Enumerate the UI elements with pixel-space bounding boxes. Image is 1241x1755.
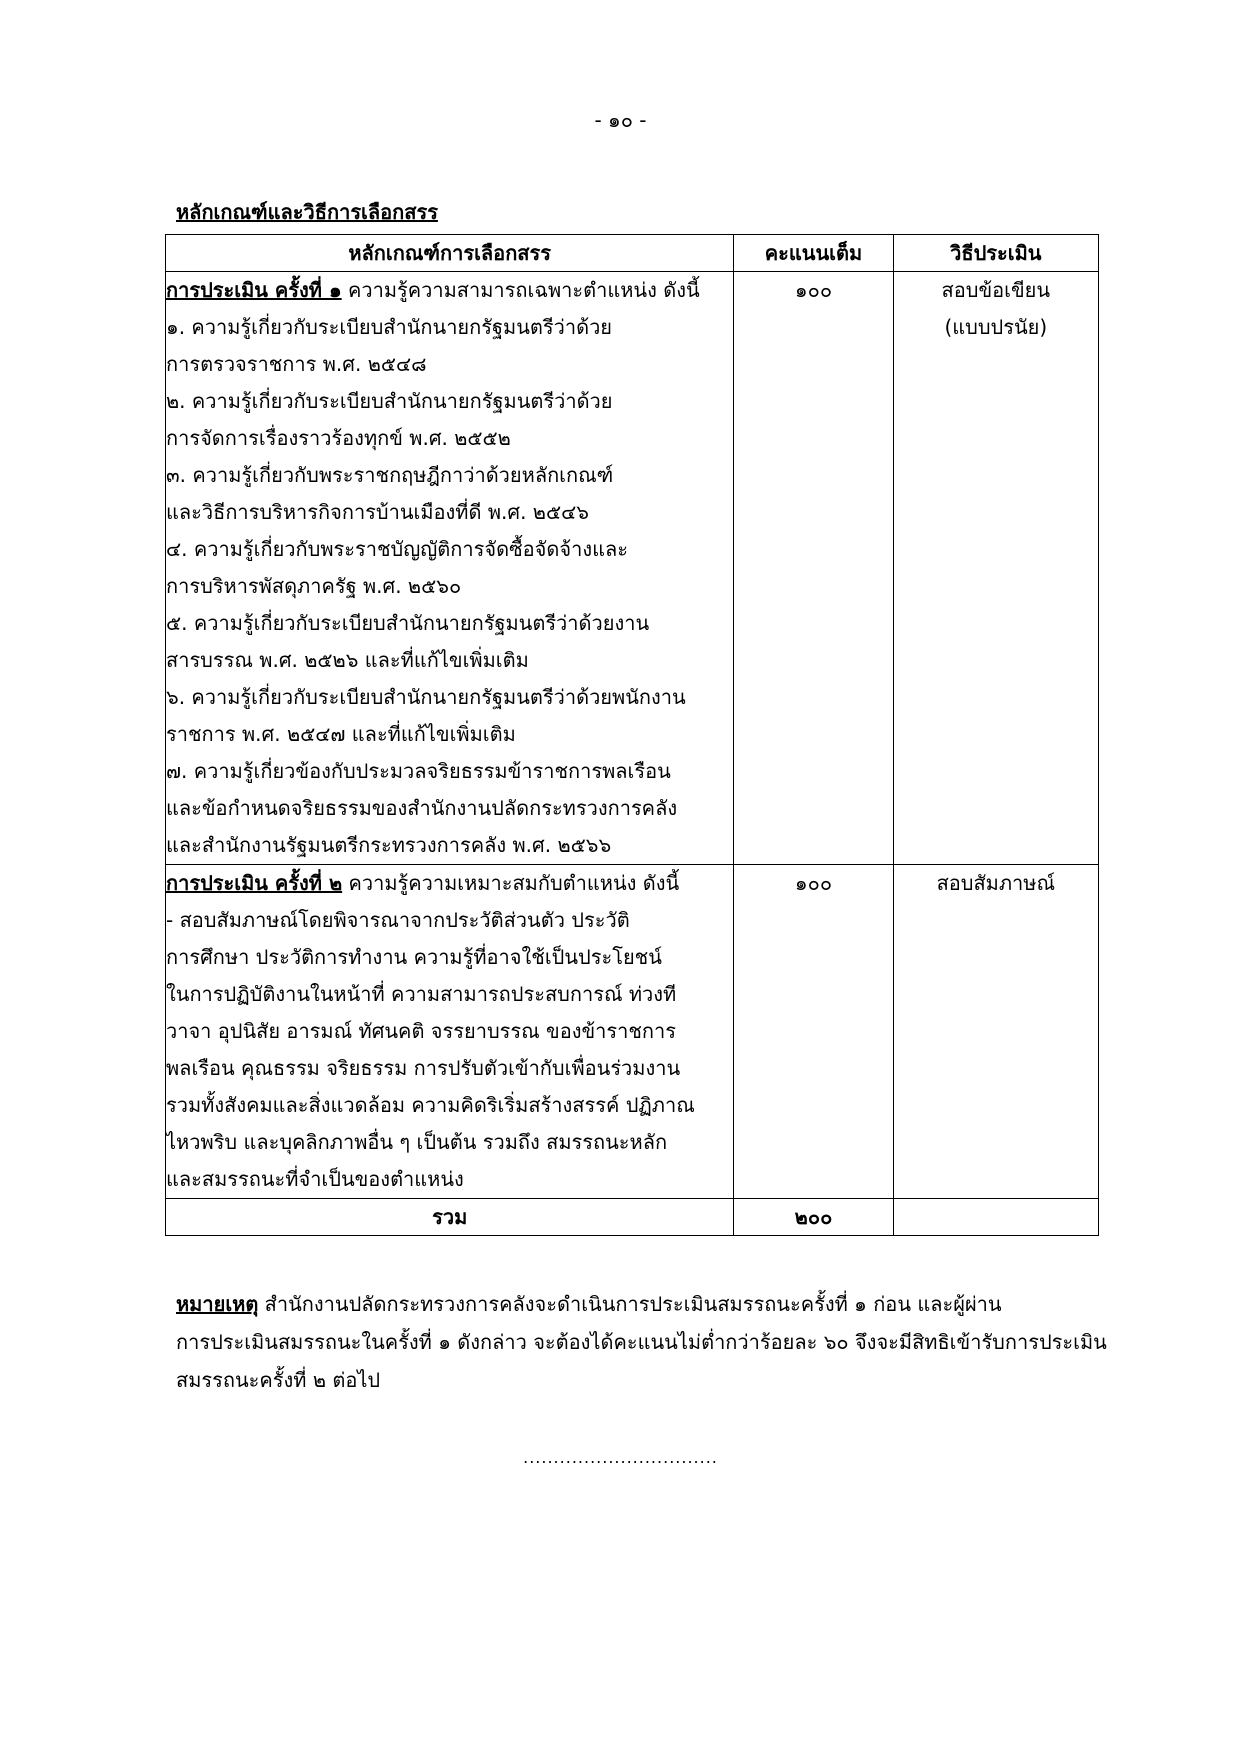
total-row: [166, 1199, 1099, 1236]
end-marker: ................................: [523, 1448, 718, 1467]
criteria-line: ไหวพริบ และบุคลิกภาพอื่น ๆ เป็นต้น รวมถึง สมรรถนะหลัก: [166, 1130, 668, 1154]
score-cell-round-1: [734, 272, 893, 865]
method-value: สอบสัมภาษณ์: [936, 871, 1056, 895]
criteria-lead-line: [166, 865, 733, 902]
header-method: วิธีประเมิน: [893, 235, 1098, 272]
criteria-line: การจัดการเรื่องราวร้องทุกข์ พ.ศ. ๒๕๕๒: [166, 426, 511, 450]
criteria-cell-round-1: [166, 272, 734, 865]
section-title: หลักเกณฑ์และวิธีการเลือกสรร: [176, 200, 438, 224]
method-cell-round-1: [893, 272, 1098, 865]
note-line: [176, 1285, 1112, 1323]
criteria-line: รวมทั้งสังคมและสิ่งแวดล้อม ความคิดริเริ่มสร้างสรรค์ ปฏิภาณ: [166, 1093, 695, 1117]
criteria-line: ราชการ พ.ศ. ๒๕๔๗ และที่แก้ไขเพิ่มเติม: [166, 722, 516, 746]
header-criteria: หลักเกณฑ์การเลือกสรร: [166, 235, 734, 272]
criteria-line: และข้อกำหนดจริยธรรมของสำนักงานปลัดกระทรวงการคลัง: [166, 796, 678, 820]
criteria-line: ๑. ความรู้เกี่ยวกับระเบียบสำนักนายกรัฐมนตรีว่าด้วย: [166, 315, 613, 339]
note-paragraph: [176, 1285, 1112, 1399]
table-header-row: [166, 235, 1099, 272]
note-line: การประเมินสมรรถนะในครั้งที่ ๑ ดังกล่าว จะต้องได้คะแนนไม่ต่ำกว่าร้อยละ ๖๐ จึงจะมีสิทธิเข้ารับการประเมิน: [176, 1330, 1107, 1354]
criteria-line: และวิธีการบริหารกิจการบ้านเมืองที่ดี พ.ศ. ๒๕๔๖: [166, 500, 589, 524]
criteria-line: ในการปฏิบัติงานในหน้าที่ ความสามารถประสบการณ์ ท่วงที: [166, 982, 677, 1006]
score-value: ๑๐๐: [794, 278, 833, 302]
note-label: หมายเหตุ: [176, 1292, 259, 1316]
criteria-line: การบริหารพัสดุภาครัฐ พ.ศ. ๒๕๖๐: [166, 574, 462, 598]
total-label: รวม: [166, 1199, 734, 1236]
table-row: [166, 865, 1099, 1199]
criteria-lead-line: [166, 272, 733, 309]
criteria-line: ๒. ความรู้เกี่ยวกับระเบียบสำนักนายกรัฐมนตรีว่าด้วย: [166, 389, 613, 413]
method-cell-round-2: [893, 865, 1098, 1199]
criteria-line: ๔. ความรู้เกี่ยวกับพระราชบัญญัติการจัดซื้อจัดจ้างและ: [166, 537, 628, 561]
round-1-heading: การประเมิน ครั้งที่ ๑: [166, 278, 342, 302]
round-2-heading: การประเมิน ครั้งที่ ๒: [166, 871, 343, 895]
criteria-line: การศึกษา ประวัติการทำงาน ความรู้ที่อาจใช้เป็นประโยชน์: [166, 945, 662, 969]
criteria-line: ๖. ความรู้เกี่ยวกับระเบียบสำนักนายกรัฐมนตรีว่าด้วยพนักงาน: [166, 685, 686, 709]
criteria-line: ๕. ความรู้เกี่ยวกับระเบียบสำนักนายกรัฐมนตรีว่าด้วยงาน: [166, 611, 650, 635]
criteria-cell-round-2: [166, 865, 734, 1199]
round-1-heading-rest: ความรู้ความสามารถเฉพาะตำแหน่ง ดังนี้: [341, 278, 700, 302]
criteria-line: และสมรรถนะที่จำเป็นของตำแหน่ง: [166, 1167, 464, 1191]
criteria-line: และสำนักงานรัฐมนตรีกระทรวงการคลัง พ.ศ. ๒๕๖๖: [166, 833, 612, 857]
score-cell-round-2: [734, 865, 893, 1199]
score-value: ๑๐๐: [794, 871, 833, 895]
page-number: - ๑๐ -: [594, 108, 647, 132]
note-text: สำนักงานปลัดกระทรวงการคลังจะดำเนินการประเมินสมรรถนะครั้งที่ ๑ ก่อน และผู้ผ่าน: [258, 1292, 1002, 1316]
criteria-line: พลเรือน คุณธรรม จริยธรรม การปรับตัวเข้ากับเพื่อนร่วมงาน: [166, 1056, 681, 1080]
criteria-line: ๗. ความรู้เกี่ยวข้องกับประมวลจริยธรรมข้าราชการพลเรือน: [166, 759, 671, 783]
header-full-score: คะแนนเต็ม: [734, 235, 893, 272]
method-value-detail: (แบบปรนัย): [944, 315, 1048, 339]
criteria-line: วาจา อุปนิสัย อารมณ์ ทัศนคติ จรรยาบรรณ ของข้าราชการ: [166, 1019, 677, 1043]
table-row: [166, 272, 1099, 865]
criteria-line: สารบรรณ พ.ศ. ๒๕๒๖ และที่แก้ไขเพิ่มเติม: [166, 648, 529, 672]
criteria-line: ๓. ความรู้เกี่ยวกับพระราชกฤษฎีกาว่าด้วยหลักเกณฑ์: [166, 463, 614, 487]
criteria-line: - สอบสัมภาษณ์โดยพิจารณาจากประวัติส่วนตัว ประวัติ: [166, 908, 630, 932]
criteria-line: การตรวจราชการ พ.ศ. ๒๕๔๘: [166, 352, 427, 376]
note-line: สมรรถนะครั้งที่ ๒ ต่อไป: [176, 1368, 381, 1392]
method-value: สอบข้อเขียน: [941, 278, 1051, 302]
total-score: ๒๐๐: [734, 1199, 893, 1236]
round-2-heading-rest: ความรู้ความเหมาะสมกับตำแหน่ง ดังนี้: [342, 871, 680, 895]
total-method: [893, 1199, 1098, 1236]
criteria-table: [165, 234, 1099, 1236]
